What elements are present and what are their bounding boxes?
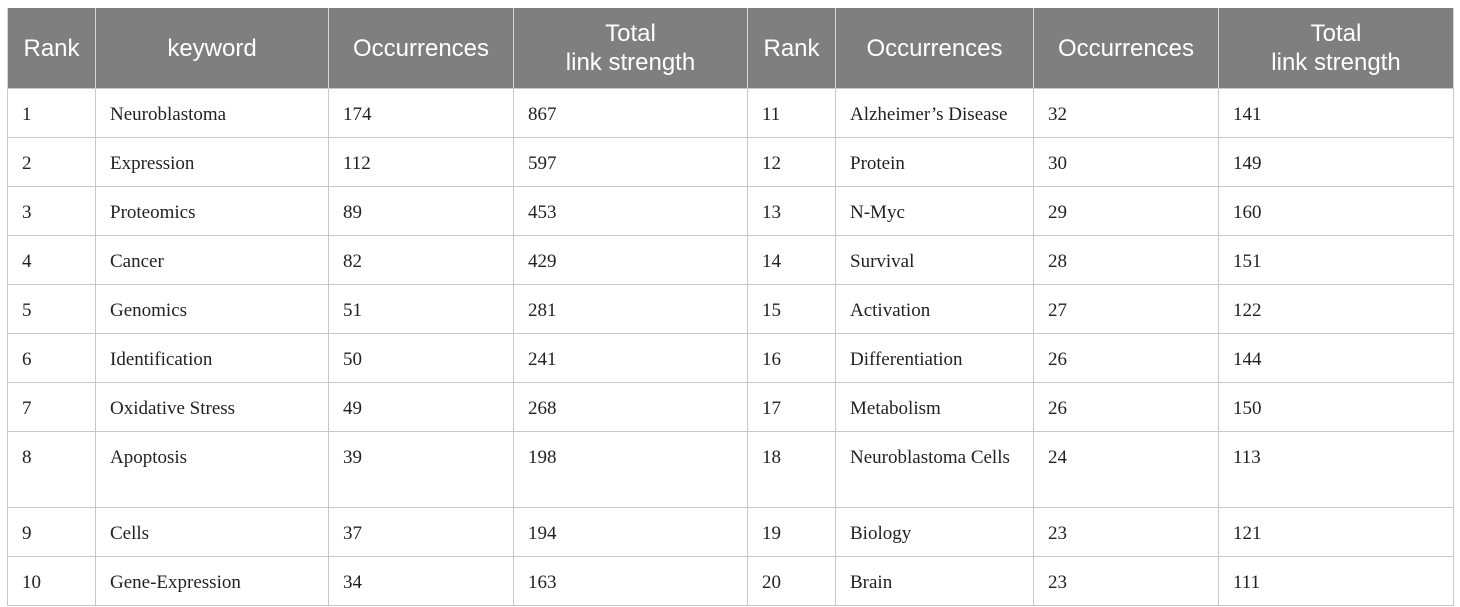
cell-occurrences-2: 26: [1034, 334, 1219, 383]
cell-occurrences: 37: [329, 508, 514, 557]
cell-link-strength-2: 141: [1219, 89, 1454, 138]
cell-rank-2: 11: [748, 89, 836, 138]
table-row: [8, 432, 1454, 508]
cell-keyword: Gene-Expression: [96, 557, 329, 606]
cell-rank-2: 20: [748, 557, 836, 606]
cell-occurrences: 112: [329, 138, 514, 187]
cell-keyword-2: Survival: [836, 236, 1034, 285]
cell-link-strength-2: 160: [1219, 187, 1454, 236]
table-row: [8, 138, 1454, 187]
cell-occurrences: 34: [329, 557, 514, 606]
cell-keyword-2: Biology: [836, 508, 1034, 557]
cell-rank: 1: [8, 89, 96, 138]
cell-rank-2: 16: [748, 334, 836, 383]
cell-rank-2: 17: [748, 383, 836, 432]
table-row: [8, 187, 1454, 236]
cell-keyword-2: Brain: [836, 557, 1034, 606]
cell-link-strength: 163: [514, 557, 748, 606]
cell-occurrences: 174: [329, 89, 514, 138]
table-row: [8, 285, 1454, 334]
cell-occurrences-2: 26: [1034, 383, 1219, 432]
cell-link-strength-2: 111: [1219, 557, 1454, 606]
cell-keyword: Neuroblastoma: [96, 89, 329, 138]
header-total-2-line-2: link strength: [1271, 49, 1401, 76]
cell-link-strength: 268: [514, 383, 748, 432]
cell-link-strength-2: 122: [1219, 285, 1454, 334]
cell-rank-2: 19: [748, 508, 836, 557]
cell-keyword: Proteomics: [96, 187, 329, 236]
table-row: [8, 557, 1454, 606]
cell-occurrences: 39: [329, 432, 514, 508]
cell-link-strength: 198: [514, 432, 748, 508]
cell-occurrences: 49: [329, 383, 514, 432]
header-occurrences: [329, 8, 514, 89]
header-rank-2-text: Rank: [763, 34, 820, 62]
table-row: [8, 508, 1454, 557]
cell-keyword: Apoptosis: [96, 432, 329, 508]
cell-rank: 10: [8, 557, 96, 606]
cell-rank: 7: [8, 383, 96, 432]
header-rank-text: Rank: [23, 34, 80, 62]
header-total-2-line-1: Total: [1310, 20, 1362, 47]
cell-occurrences: 82: [329, 236, 514, 285]
header-keyword-2-text: Occurrences: [866, 34, 1003, 62]
cell-keyword-2: N-Myc: [836, 187, 1034, 236]
cell-link-strength: 453: [514, 187, 748, 236]
cell-link-strength: 867: [514, 89, 748, 138]
table-row: [8, 236, 1454, 285]
cell-occurrences: 50: [329, 334, 514, 383]
header-occurrences-2: [1034, 8, 1219, 89]
cell-link-strength-2: 150: [1219, 383, 1454, 432]
cell-occurrences: 51: [329, 285, 514, 334]
cell-rank-2: 12: [748, 138, 836, 187]
header-row: [8, 8, 1454, 89]
header-total-line-1: Total: [605, 20, 656, 47]
cell-rank-2: 15: [748, 285, 836, 334]
cell-rank: 4: [8, 236, 96, 285]
cell-occurrences: 89: [329, 187, 514, 236]
cell-keyword-2: Metabolism: [836, 383, 1034, 432]
cell-keyword: Cancer: [96, 236, 329, 285]
cell-keyword-2: Alzheimer’s Disease: [836, 89, 1034, 138]
cell-keyword: Identification: [96, 334, 329, 383]
cell-keyword: Expression: [96, 138, 329, 187]
cell-keyword-2: Activation: [836, 285, 1034, 334]
cell-rank: 3: [8, 187, 96, 236]
cell-occurrences-2: 29: [1034, 187, 1219, 236]
cell-occurrences-2: 23: [1034, 508, 1219, 557]
cell-occurrences-2: 32: [1034, 89, 1219, 138]
cell-keyword-2: Differentiation: [836, 334, 1034, 383]
cell-link-strength-2: 113: [1219, 432, 1454, 508]
cell-rank: 2: [8, 138, 96, 187]
cell-keyword-2: Protein: [836, 138, 1034, 187]
header-occurrences-text: Occurrences: [352, 34, 490, 62]
cell-link-strength: 194: [514, 508, 748, 557]
cell-rank: 8: [8, 432, 96, 508]
table-row: [8, 334, 1454, 383]
header-total-line-2: link strength: [565, 49, 696, 76]
cell-link-strength-2: 144: [1219, 334, 1454, 383]
header-keyword-text: keyword: [167, 34, 257, 62]
cell-rank: 6: [8, 334, 96, 383]
cell-link-strength: 281: [514, 285, 748, 334]
cell-occurrences-2: 24: [1034, 432, 1219, 508]
header-keyword: [96, 8, 329, 89]
table-row: [8, 89, 1454, 138]
cell-occurrences-2: 23: [1034, 557, 1219, 606]
cell-rank: 9: [8, 508, 96, 557]
header-keyword-2: [836, 8, 1034, 89]
cell-keyword: Genomics: [96, 285, 329, 334]
cell-occurrences-2: 28: [1034, 236, 1219, 285]
cell-keyword-2: Neuroblastoma Cells: [836, 432, 1034, 508]
cell-link-strength: 597: [514, 138, 748, 187]
cell-rank-2: 13: [748, 187, 836, 236]
cell-keyword: Oxidative Stress: [96, 383, 329, 432]
cell-keyword: Cells: [96, 508, 329, 557]
cell-link-strength-2: 149: [1219, 138, 1454, 187]
cell-link-strength: 429: [514, 236, 748, 285]
header-rank: [8, 8, 96, 89]
cell-rank-2: 14: [748, 236, 836, 285]
header-total-link-strength-2: [1219, 8, 1454, 89]
cell-occurrences-2: 27: [1034, 285, 1219, 334]
cell-occurrences-2: 30: [1034, 138, 1219, 187]
header-occurrences-2-text: Occurrences: [1057, 34, 1195, 62]
cell-link-strength-2: 151: [1219, 236, 1454, 285]
cell-link-strength: 241: [514, 334, 748, 383]
header-rank-2: [748, 8, 836, 89]
header-total-link-strength: [514, 8, 748, 89]
cell-rank: 5: [8, 285, 96, 334]
cell-rank-2: 18: [748, 432, 836, 508]
keyword-table: [7, 8, 1454, 606]
cell-link-strength-2: 121: [1219, 508, 1454, 557]
table-row: [8, 383, 1454, 432]
